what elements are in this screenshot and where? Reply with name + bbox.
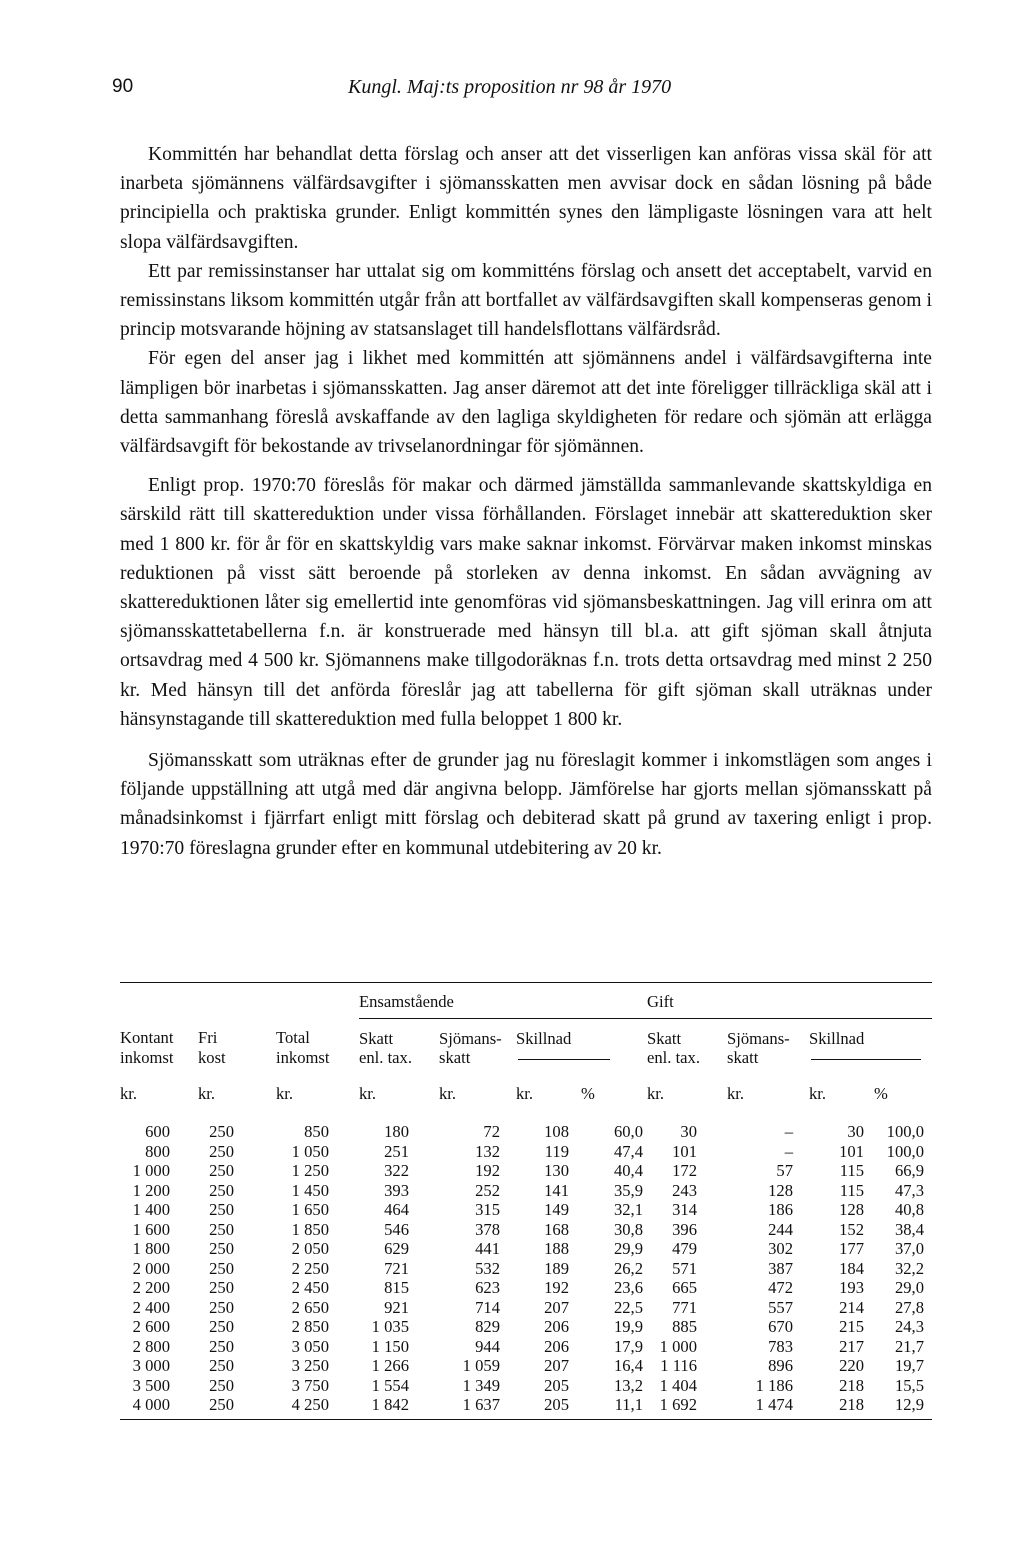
- tax-comparison-table: [120, 982, 932, 1420]
- table-cell: 184: [839, 1258, 864, 1278]
- table-cell: 250: [209, 1200, 234, 1219]
- table-cell: 885: [672, 1317, 697, 1336]
- table-cell: 771: [672, 1297, 697, 1317]
- unit-cell: kr.: [727, 1083, 745, 1103]
- table-cell: 206: [544, 1317, 569, 1336]
- table-cell: 815: [384, 1278, 409, 1297]
- table-cell: 1 474: [755, 1395, 793, 1414]
- table-cell: 1 050: [291, 1141, 329, 1161]
- table-cell: 1 035: [371, 1317, 409, 1336]
- table-cell: 546: [384, 1219, 409, 1239]
- col-header-kontant-inkomst: Kontant inkomst: [120, 1028, 174, 1067]
- table-cell: 47,3: [894, 1180, 924, 1200]
- table-cell: 177: [839, 1239, 864, 1258]
- table-cell: 23,6: [613, 1278, 643, 1297]
- table-cell: 665: [672, 1278, 697, 1297]
- col-header-sjomansskatt-gift: Sjömans- skatt: [727, 1028, 790, 1067]
- table-cell: 37,0: [894, 1239, 924, 1258]
- table-row: [120, 1239, 932, 1259]
- table-cell: 1 116: [660, 1356, 697, 1375]
- page-number: 90: [112, 76, 134, 97]
- table-cell: 60,0: [613, 1122, 643, 1141]
- table-cell: 250: [209, 1258, 234, 1278]
- table-cell: 22,5: [613, 1297, 643, 1317]
- table-cell: 252: [475, 1180, 500, 1200]
- paragraph: Ett par remissinstanser har uttalat sig om kommitténs förslag och ansett det acceptabelt, varvid en remissinstans liksom kommittén utgår från att bortfallet av välfärdsavgiften skall kompenseras genom i princip motsvarande höjning av statsanslaget till handelsflottans välfärdsråd.: [120, 260, 932, 341]
- table-row: [120, 1161, 932, 1181]
- table-cell: 119: [544, 1141, 569, 1161]
- table-cell: 2 650: [291, 1297, 329, 1317]
- unit-cell: kr.: [198, 1083, 216, 1103]
- table-cell: 207: [544, 1356, 569, 1375]
- table-cell: 600: [145, 1122, 170, 1141]
- table-cell: 100,0: [886, 1122, 924, 1141]
- table-cell: 192: [544, 1278, 569, 1297]
- table-cell: 141: [544, 1180, 569, 1200]
- table-cell: 152: [839, 1219, 864, 1239]
- table-cell: 206: [544, 1336, 569, 1356]
- table-cell: 2 400: [132, 1297, 170, 1317]
- table-cell: 1 554: [371, 1375, 409, 1395]
- table-row: [120, 1259, 932, 1279]
- paragraph: Enligt prop. 1970:70 föreslås för makar och därmed jämställda sammanlevande skattskyldiga en särskild rätt till skattereduktion under vissa förhållanden. Förslaget innebär att skattereduktion sker med 1 800 kr. för år för en skattskyldig vars make saknar inkomst. Förvärvar maken inkomst minskas reduktionen på visst sätt beroende på storleken av denna inkomst. En sådan avvägning av skattereduktionen låter sig emellertid inte genomföras vid sjömansbeskattningen. Jag vill erinra om att sjömansskattetabellerna f.n. är konstruerade med hänsyn till bl.a. att gift sjöman skall åtnjuta ortsavdrag med 4 500 kr. Sjömannens make tillgodoräknas f.n. trots detta ortsavdrag med minst 2 250 kr. Med hänsyn till det anförda föreslår jag att tabellerna för gift sjöman skall uträknas under hänsynstagande till skattereduktion med fulla beloppet 1 800 kr.: [120, 475, 932, 730]
- table-cell: 302: [768, 1239, 793, 1258]
- table-cell: 192: [475, 1161, 500, 1180]
- table-cell: 250: [209, 1122, 234, 1141]
- table-cell: 188: [544, 1239, 569, 1258]
- table-cell: 17,9: [613, 1336, 643, 1356]
- table-cell: 315: [475, 1200, 500, 1219]
- table-cell: 464: [384, 1200, 409, 1219]
- table-row: [120, 1200, 932, 1220]
- table-row: [120, 1220, 932, 1240]
- table-cell: 1 800: [132, 1239, 170, 1258]
- table-cell: 186: [768, 1200, 793, 1219]
- table-cell: 1 400: [132, 1200, 170, 1219]
- table-cell: 101: [672, 1141, 697, 1161]
- table-cell: 205: [544, 1375, 569, 1395]
- table-cell: 13,2: [613, 1375, 643, 1395]
- table-cell: 322: [384, 1161, 409, 1180]
- table-cell: 128: [839, 1200, 864, 1219]
- table-cell: 1 404: [659, 1375, 697, 1395]
- table-cell: 149: [544, 1200, 569, 1219]
- table-cell: 1 186: [755, 1375, 793, 1395]
- col-header-fri-kost: Fri kost: [198, 1028, 226, 1067]
- unit-cell: kr.: [120, 1083, 138, 1103]
- table-row: [120, 1356, 932, 1376]
- table-cell: 115: [839, 1161, 864, 1180]
- table-cell: 1 692: [659, 1395, 697, 1414]
- col-header-sjomansskatt: Sjömans- skatt: [439, 1028, 502, 1067]
- table-cell: 557: [768, 1297, 793, 1317]
- table-cell: 387: [768, 1258, 793, 1278]
- table-cell: 393: [384, 1180, 409, 1200]
- table-row: [120, 1278, 932, 1298]
- table-cell: 1 637: [462, 1395, 500, 1414]
- table-cell: 396: [672, 1219, 697, 1239]
- table-cell: 532: [475, 1258, 500, 1278]
- table-cell: 215: [839, 1317, 864, 1336]
- table-cell: 128: [768, 1180, 793, 1200]
- table-cell: 829: [475, 1317, 500, 1336]
- paragraph: Sjömansskatt som uträknas efter de grunder jag nu föreslagit kommer i inkomstlägen som anges i följande uppställning att utgå med där angivna belopp. Jämförelse har gjorts mellan sjömansskatt på månadsinkomst i fjärrfart enligt mitt förslag och debiterad skatt på grund av taxering enligt i prop. 1970:70 föreslagna grunder efter en kommunal utdebitering av 20 kr.: [120, 750, 932, 859]
- table-cell: 714: [475, 1297, 500, 1317]
- table-cell: 1 150: [371, 1336, 409, 1356]
- table-cell: –: [784, 1122, 793, 1141]
- running-title: Kungl. Maj:ts proposition nr 98 år 1970: [348, 76, 672, 98]
- table-row: [120, 1395, 932, 1415]
- table-row: [120, 1122, 932, 1142]
- table-cell: 250: [209, 1161, 234, 1180]
- table-cell: 24,3: [894, 1317, 924, 1336]
- table-cell: 250: [209, 1317, 234, 1336]
- table-cell: 217: [839, 1336, 864, 1356]
- unit-cell: kr.: [439, 1083, 457, 1103]
- table-cell: 40,4: [613, 1161, 643, 1180]
- col-header-skatt-enl-tax-gift: Skatt enl. tax.: [647, 1028, 700, 1067]
- table-cell: 251: [384, 1141, 409, 1161]
- table-cell: 19,9: [613, 1317, 643, 1336]
- table-cell: 250: [209, 1356, 234, 1375]
- table-cell: 21,7: [894, 1336, 924, 1356]
- table-cell: 250: [209, 1219, 234, 1239]
- table-cell: 2 050: [291, 1239, 329, 1258]
- table-cell: 214: [839, 1297, 864, 1317]
- table-cell: 30: [847, 1122, 864, 1141]
- table-cell: –: [784, 1141, 793, 1161]
- bottom-rule: [120, 1415, 932, 1420]
- unit-cell: kr.: [276, 1083, 294, 1103]
- table-cell: 250: [209, 1180, 234, 1200]
- table-cell: 2 450: [291, 1278, 329, 1297]
- table-cell: 250: [209, 1395, 234, 1414]
- table-cell: 3 750: [291, 1375, 329, 1395]
- table-cell: 130: [544, 1161, 569, 1180]
- table-cell: 2 850: [291, 1317, 329, 1336]
- table-cell: 623: [475, 1278, 500, 1297]
- table-cell: 218: [839, 1375, 864, 1395]
- table-cell: 11,1: [614, 1395, 643, 1414]
- table-row: [120, 1317, 932, 1337]
- table-cell: 783: [768, 1336, 793, 1356]
- table-cell: 12,9: [894, 1395, 924, 1414]
- table-cell: 1 000: [659, 1336, 697, 1356]
- table-body: [120, 1122, 932, 1415]
- unit-cell: kr.: [516, 1083, 534, 1103]
- table-cell: 472: [768, 1278, 793, 1297]
- col-header-skillnad: Skillnad: [516, 1018, 647, 1068]
- table-cell: 72: [483, 1122, 500, 1141]
- table-cell: 32,2: [894, 1258, 924, 1278]
- unit-cell: kr.: [359, 1083, 377, 1103]
- table-cell: 38,4: [894, 1219, 924, 1239]
- table-cell: 944: [475, 1336, 500, 1356]
- table-cell: 250: [209, 1297, 234, 1317]
- body-text: [120, 140, 932, 863]
- table-cell: 29,0: [894, 1278, 924, 1297]
- table-cell: 314: [672, 1200, 697, 1219]
- table-cell: 66,9: [894, 1161, 924, 1180]
- table-cell: 100,0: [886, 1141, 924, 1161]
- table-row: [120, 1376, 932, 1396]
- table-cell: 250: [209, 1141, 234, 1161]
- table-cell: 47,4: [613, 1141, 643, 1161]
- table-cell: 57: [776, 1161, 793, 1180]
- table-cell: 1 250: [291, 1161, 329, 1180]
- table-row: [120, 1142, 932, 1162]
- table-cell: 29,9: [613, 1239, 643, 1258]
- group-header-gift: Gift: [647, 983, 932, 1018]
- unit-row: [120, 1068, 932, 1123]
- table-cell: 15,5: [894, 1375, 924, 1395]
- table-cell: 378: [475, 1219, 500, 1239]
- table-cell: 218: [839, 1395, 864, 1414]
- table-cell: 19,7: [894, 1356, 924, 1375]
- table-cell: 108: [544, 1122, 569, 1141]
- table-cell: 800: [145, 1141, 170, 1161]
- table-cell: 220: [839, 1356, 864, 1375]
- table-cell: 1 600: [132, 1219, 170, 1239]
- table-row: [120, 1181, 932, 1201]
- table-cell: 1 059: [462, 1356, 500, 1375]
- table-cell: 629: [384, 1239, 409, 1258]
- group-header-ensamstaende: Ensamstående: [359, 983, 647, 1018]
- table-cell: 670: [768, 1317, 793, 1336]
- table-cell: 921: [384, 1297, 409, 1317]
- unit-cell: %: [874, 1083, 888, 1103]
- table-cell: 2 000: [132, 1258, 170, 1278]
- table-cell: 1 200: [132, 1180, 170, 1200]
- table-cell: 850: [304, 1122, 329, 1141]
- table-cell: 250: [209, 1375, 234, 1395]
- col-header-skillnad-gift: Skillnad: [809, 1018, 932, 1068]
- table-cell: 101: [839, 1141, 864, 1161]
- table-cell: 168: [544, 1219, 569, 1239]
- table-cell: 2 800: [132, 1336, 170, 1356]
- table-cell: 3 500: [132, 1375, 170, 1395]
- col-header-skatt-enl-tax: Skatt enl. tax.: [359, 1028, 412, 1067]
- unit-cell: %: [581, 1083, 595, 1103]
- page-header: [112, 76, 932, 106]
- table-cell: 3 000: [132, 1356, 170, 1375]
- table-cell: 180: [384, 1122, 409, 1141]
- table-cell: 189: [544, 1258, 569, 1278]
- table-cell: 2 600: [132, 1317, 170, 1336]
- table-cell: 441: [475, 1239, 500, 1258]
- table-cell: 2 250: [291, 1258, 329, 1278]
- table-cell: 1 266: [371, 1356, 409, 1375]
- table-cell: 2 200: [132, 1278, 170, 1297]
- table-row: [120, 1337, 932, 1357]
- table-cell: 250: [209, 1278, 234, 1297]
- table-cell: 207: [544, 1297, 569, 1317]
- table-cell: 16,4: [613, 1356, 643, 1375]
- table-cell: 250: [209, 1239, 234, 1258]
- unit-cell: kr.: [647, 1083, 665, 1103]
- table-cell: 1 000: [132, 1161, 170, 1180]
- tax-comparison-table-wrap: [120, 982, 932, 1420]
- table-cell: 193: [839, 1278, 864, 1297]
- table-cell: 4 250: [291, 1395, 329, 1414]
- paragraph: Kommittén har behandlat detta förslag och anser att det visserligen kan anföras vissa skäl för att inarbeta sjömännens välfärdsavgifter i sjömansskatten men avvisar dock en sådan lösning på både principiella och praktiska grunder. Enligt kommittén synes den lämpligaste lösningen vara att helt slopa välfärdsavgiften.: [120, 144, 932, 253]
- table-cell: 40,8: [894, 1200, 924, 1219]
- table-cell: 896: [768, 1356, 793, 1375]
- table-cell: 30: [680, 1122, 697, 1141]
- table-cell: 30,8: [613, 1219, 643, 1239]
- table-cell: 244: [768, 1219, 793, 1239]
- table-cell: 721: [384, 1258, 409, 1278]
- table-cell: 3 250: [291, 1356, 329, 1375]
- col-header-total-inkomst: Total inkomst: [276, 1028, 330, 1067]
- table-cell: 3 050: [291, 1336, 329, 1356]
- table-cell: 35,9: [613, 1180, 643, 1200]
- table-cell: 32,1: [613, 1200, 643, 1219]
- table-cell: 132: [475, 1141, 500, 1161]
- table-cell: 479: [672, 1239, 697, 1258]
- table-cell: 172: [672, 1161, 697, 1180]
- table-cell: 243: [672, 1180, 697, 1200]
- table-cell: 250: [209, 1336, 234, 1356]
- table-cell: 4 000: [132, 1395, 170, 1414]
- table-cell: 26,2: [613, 1258, 643, 1278]
- paragraph: För egen del anser jag i likhet med kommittén att sjömännens andel i välfärdsavgifterna inte lämpligen bör inarbetas i sjömansskatten. Jag anser däremot att det inte föreligger tillräckliga skäl att i detta sammanhang föreslå avskaffande av den lagliga skyldigheten för redare och sjömän att erlägga välfärdsavgift för bekostande av trivselanordningar för sjömännen.: [120, 348, 932, 458]
- table-cell: 1 450: [291, 1180, 329, 1200]
- table-cell: 27,8: [894, 1297, 924, 1317]
- unit-cell: kr.: [809, 1083, 827, 1103]
- table-cell: 205: [544, 1395, 569, 1414]
- table-cell: 1 842: [371, 1395, 409, 1414]
- table-cell: 1 349: [462, 1375, 500, 1395]
- table-cell: 571: [672, 1258, 697, 1278]
- table-cell: 1 650: [291, 1200, 329, 1219]
- table-row: [120, 1298, 932, 1318]
- table-cell: 115: [839, 1180, 864, 1200]
- table-cell: 1 850: [291, 1219, 329, 1239]
